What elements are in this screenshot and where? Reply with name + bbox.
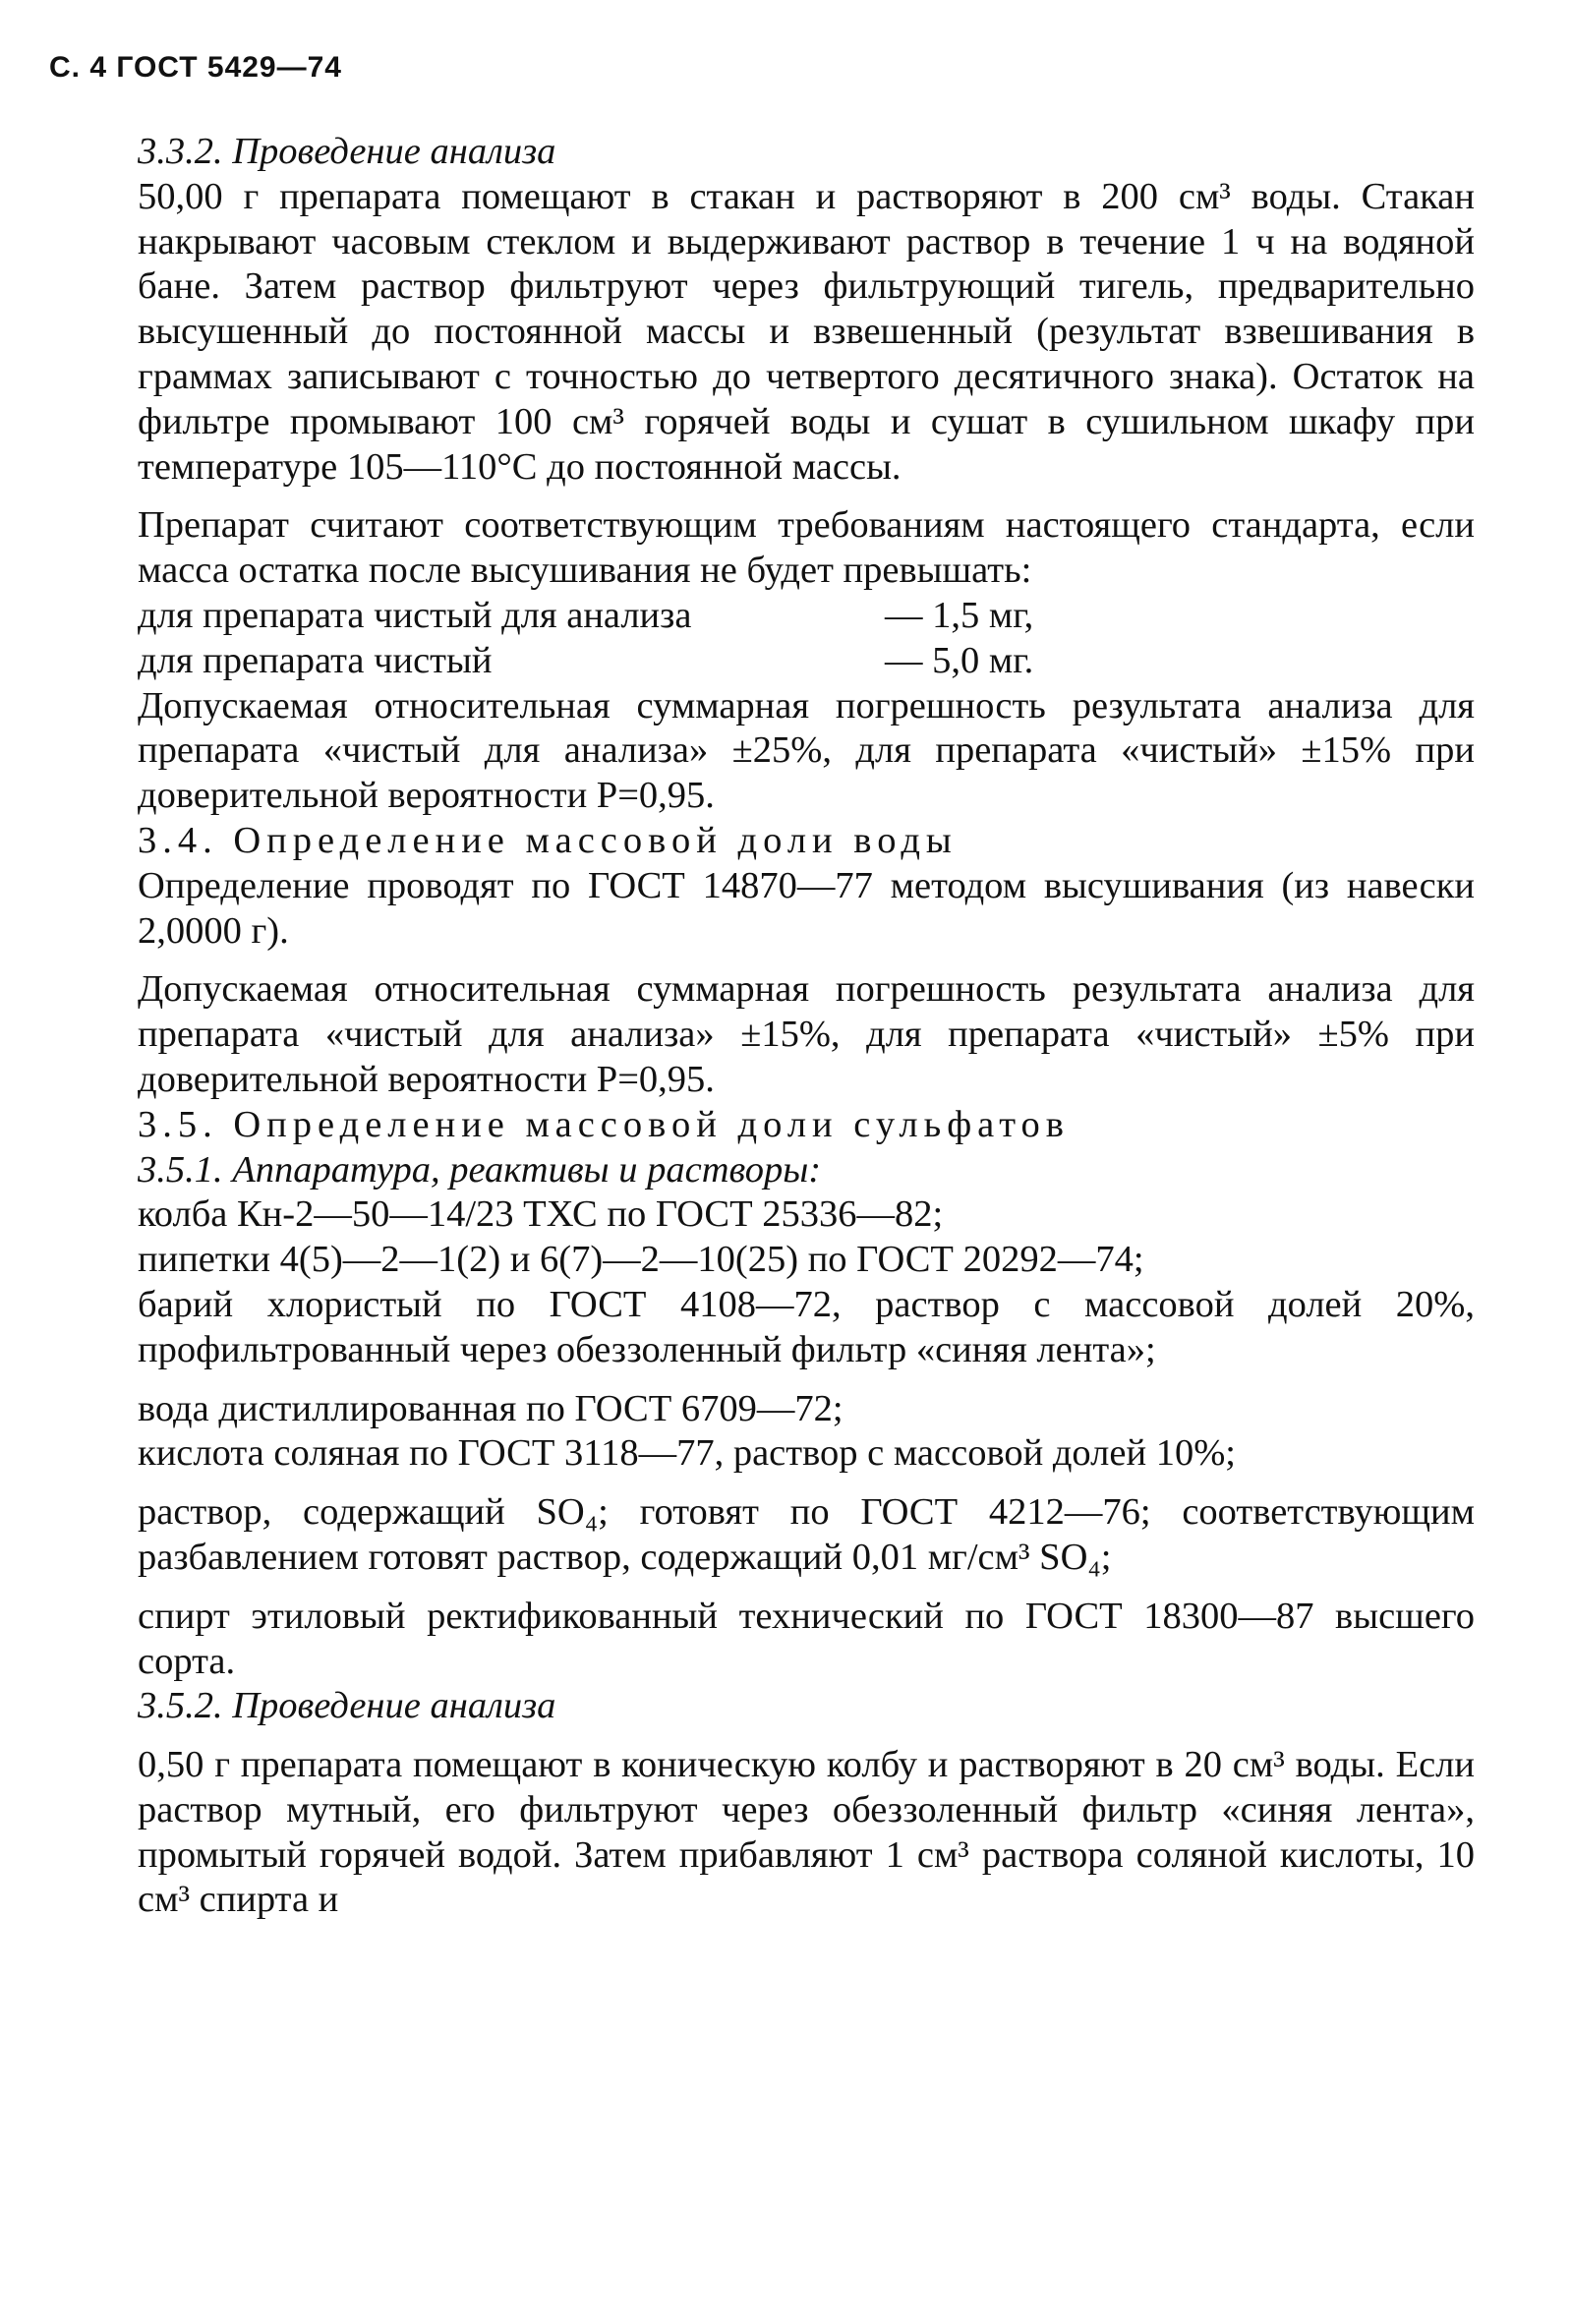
limit-value: — 1,5 мг, [885, 594, 1034, 636]
reagent-item: пипетки 4(5)—2—1(2) и 6(7)—2—10(25) по ГОСТ 20292—74; [138, 1239, 1144, 1281]
limit-value: — 5,0 мг. [885, 639, 1034, 681]
section-3-5-2-paragraph-1: 0,50 г препарата помещают в коническую колбу и растворяют в 20 см³ воды. Если раствор мутный, его фильтруют через обеззоленный фильтр «синяя лента», промытый горячей водой. Затем прибавляют 1 см³ раствора соляной кислоты, 10 см³ спирта и [138, 1744, 1475, 1921]
limit-label: для препарата чистый для анализа [138, 594, 692, 636]
limit-row [138, 639, 1475, 684]
reagent-item: барий хлористый по ГОСТ 4108—72, раствор с массовой долей 20%, профильтрованный через обеззоленный фильтр «синяя лента»; [138, 1283, 1475, 1370]
section-3-5-2-title: 3.5.2. Проведение анализа [138, 1685, 556, 1727]
limit-label: для препарата чистый [138, 639, 493, 681]
section-3-5-1-title: 3.5.1. Аппаратура, реактивы и растворы: [138, 1148, 822, 1191]
section-3-3-2-paragraph-3: Допускаемая относительная суммарная погрешность результата анализа для препарата «чистый для анализа» ±25%, для препарата «чистый» ±15% при доверительной вероятности Р=0,95. [138, 684, 1475, 817]
section-3-4-paragraph-1: Определение проводят по ГОСТ 14870—77 методом высушивания (из навески 2,0000 г). [138, 864, 1475, 952]
limits-list [138, 594, 1475, 684]
section-3-4-paragraph-2: Допускаемая относительная суммарная погрешность результата анализа для препарата «чистый для анализа» ±15%, для препарата «чистый» ±5% при доверительной вероятности Р=0,95. [138, 968, 1475, 1100]
page-header: С. 4 ГОСТ 5429—74 [49, 51, 342, 84]
reagent-item: вода дистиллированная по ГОСТ 6709—72; [138, 1387, 844, 1429]
limit-row [138, 594, 1475, 639]
reagent-item: колба Кн-2—50—14/23 ТХС по ГОСТ 25336—82; [138, 1193, 944, 1236]
reagent-item: раствор, содержащий SO₄; готовят по ГОСТ 4212—76; соответствующим разбавлением готовят раствор, содержащий 0,01 мг/см³ SO₄; [138, 1491, 1475, 1578]
section-3-3-2-paragraph-1: 50,00 г препарата помещают в стакан и растворяют в 200 см³ воды. Стакан накрывают часовым стеклом и выдерживают раствор в течение 1 ч на водяной бане. Затем раствор фильтруют через фильтрующий тигель, предварительно высушенный до постоянной массы и взвешенный (результат взвешивания в граммах записывают с точностью до четвертого десятичного знака). Остаток на фильтре промывают 100 см³ горячей воды и сушат в сушильном шкафу при температуре 105—110°С до постоянной массы. [138, 175, 1475, 488]
section-3-4-title: 3.4. Определение массовой доли воды [138, 819, 958, 861]
section-3-5-title: 3.5. Определение массовой доли сульфатов [138, 1103, 1070, 1145]
reagent-item: кислота соляная по ГОСТ 3118—77, раствор с массовой долей 10%; [138, 1432, 1236, 1475]
section-3-3-2-title: 3.3.2. Проведение анализа [138, 131, 556, 172]
section-3-3-2-paragraph-2: Препарат считают соответствующим требованиям настоящего стандарта, если масса остатка после высушивания не будет превышать: [138, 504, 1475, 592]
reagent-item: спирт этиловый ректификованный технический по ГОСТ 18300—87 высшего сорта. [138, 1595, 1475, 1682]
document-body [138, 130, 1475, 1923]
